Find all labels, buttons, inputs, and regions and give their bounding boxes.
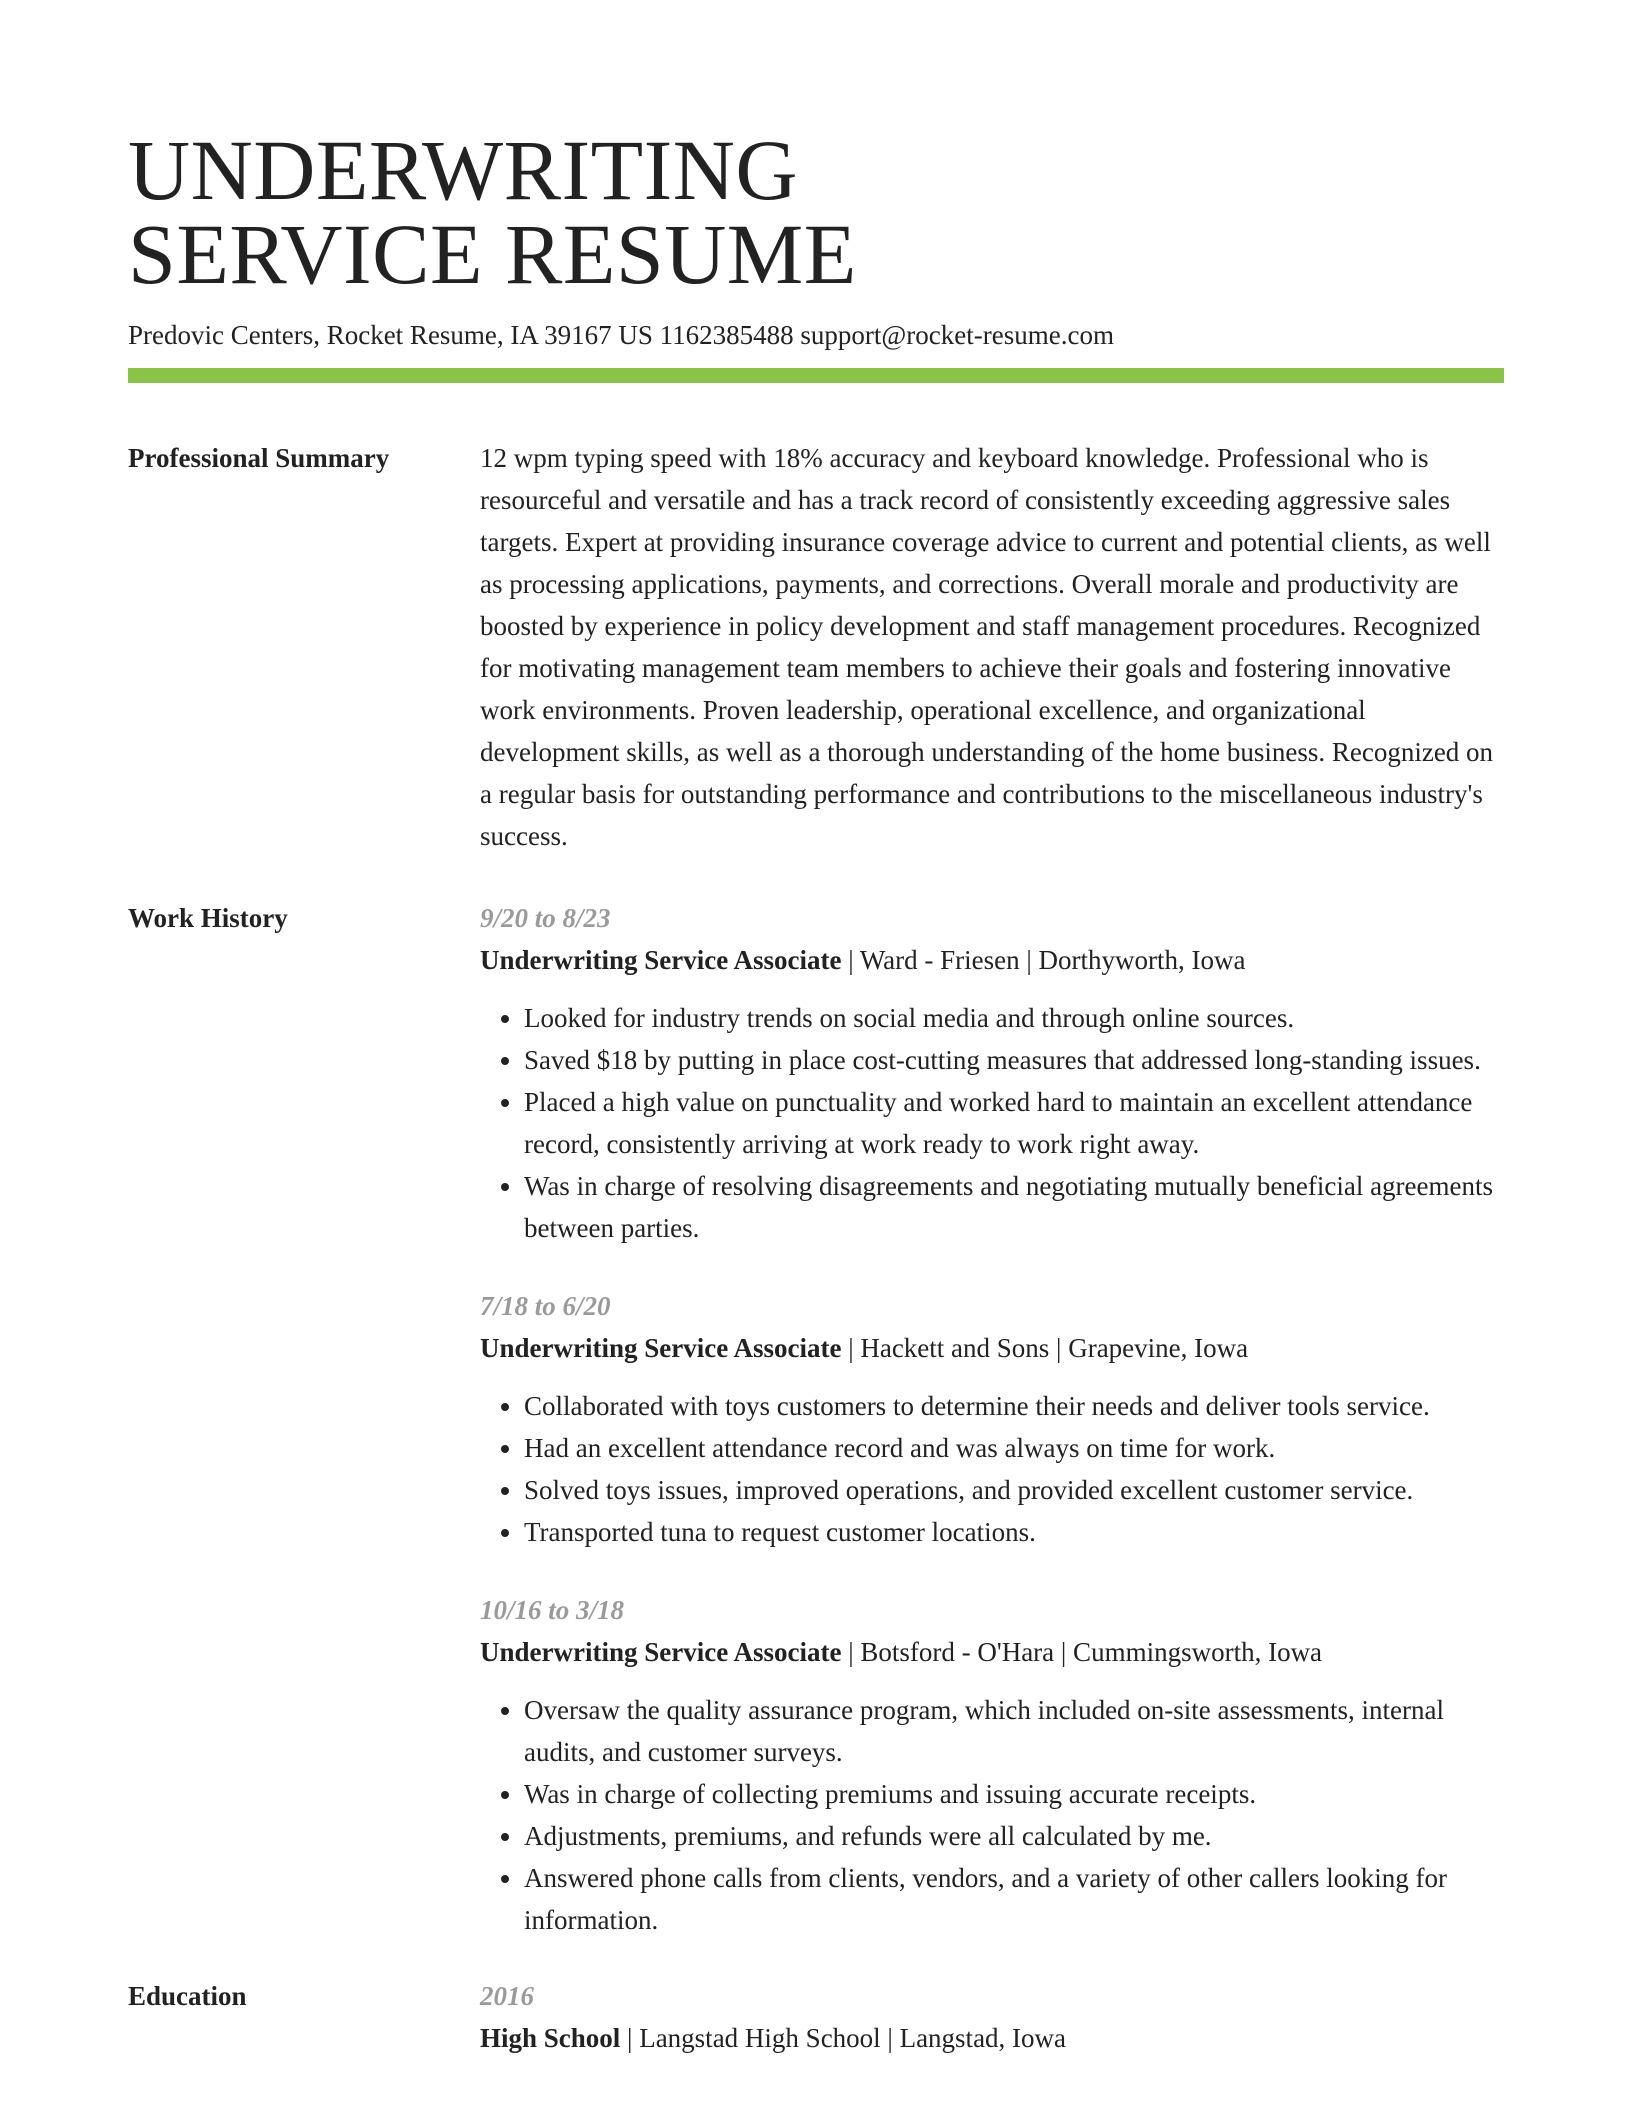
job-bullets [480, 1689, 1504, 1941]
job-details: | Ward - Friesen | Dorthyworth, Iowa [841, 945, 1246, 975]
job-dates: 7/18 to 6/20 [480, 1291, 611, 1321]
summary-body [480, 437, 1504, 857]
section-label-summary: Professional Summary [128, 443, 390, 473]
education-details: | Langstad High School | Langstad, Iowa [620, 2023, 1067, 2053]
education-entry [480, 2017, 1504, 2059]
list-item: • Looked for industry trends on social media and through online sources. [524, 997, 1504, 1039]
section-label-education: Education [128, 1981, 247, 2011]
job-title: Underwriting Service Associate [480, 1333, 842, 1363]
job-dates: 10/16 to 3/18 [480, 1595, 625, 1625]
work-body [480, 897, 1504, 1941]
list-item: • Had an excellent attendance record and was always on time for work. [524, 1427, 1504, 1469]
job-bullets [480, 997, 1504, 1249]
job-entry [480, 897, 1504, 1249]
list-item: • Oversaw the quality assurance program, which included on-site assessments, internal audits, and customer surveys. [524, 1689, 1504, 1773]
list-item: • Saved $18 by putting in place cost-cutting measures that addressed long-standing issues. [524, 1039, 1504, 1081]
job-title: Underwriting Service Associate [480, 1637, 842, 1667]
summary-text: 12 wpm typing speed with 18% accuracy and keyboard knowledge. Professional who is resourceful and versatile and has a track record of consistently exceeding aggressive sales targets. Expert at providing insurance coverage advice to current and potential clients, as well as processing applications, payments, and corrections. Overall morale and productivity are boosted by experience in policy development and staff management procedures. Recognized for motivating management team members to achieve their goals and fostering innovative work environments. Proven leadership, operational excellence, and organizational development skills, as well as a thorough understanding of the home business. Recognized on a regular basis for outstanding performance and contributions to the miscellaneous industry's success. [480, 443, 1494, 851]
job-details: | Hackett and Sons | Grapevine, Iowa [841, 1333, 1249, 1363]
job-dates: 9/20 to 8/23 [480, 903, 611, 933]
list-item: • Was in charge of resolving disagreements and negotiating mutually beneficial agreements between parties. [524, 1165, 1504, 1249]
job-entry [480, 1589, 1504, 1941]
job-role [480, 1631, 1504, 1673]
job-bullets [480, 1385, 1504, 1553]
section-label-work: Work History [128, 903, 288, 933]
job-title: Underwriting Service Associate [480, 945, 842, 975]
job-role [480, 1327, 1504, 1369]
education-date: 2016 [480, 1981, 534, 2011]
list-item: • Solved toys issues, improved operations, and provided excellent customer service. [524, 1469, 1504, 1511]
education-section [128, 1975, 1504, 2059]
list-item: • Was in charge of collecting premiums and issuing accurate receipts. [524, 1773, 1504, 1815]
job-details: | Botsford - O'Hara | Cummingsworth, Iowa [841, 1637, 1323, 1667]
resume-title [128, 122, 1504, 302]
resume-page [128, 122, 1504, 2059]
job-entry [480, 1285, 1504, 1553]
title-line-2: SERVICE RESUME [128, 206, 857, 302]
education-degree: High School [480, 2023, 621, 2053]
accent-divider [128, 368, 1504, 383]
education-body [480, 1975, 1504, 2059]
list-item: • Answered phone calls from clients, vendors, and a variety of other callers looking for information. [524, 1857, 1504, 1941]
job-role [480, 939, 1504, 981]
professional-summary-section [128, 437, 1504, 857]
list-item: • Transported tuna to request customer locations. [524, 1511, 1504, 1553]
title-line-1: UNDERWRITING [128, 122, 799, 218]
list-item: • Collaborated with toys customers to determine their needs and deliver tools service. [524, 1385, 1504, 1427]
work-history-section [128, 897, 1504, 1941]
list-item: • Adjustments, premiums, and refunds were all calculated by me. [524, 1815, 1504, 1857]
list-item: • Placed a high value on punctuality and worked hard to maintain an excellent attendance record, consistently arriving at work ready to work right away. [524, 1081, 1504, 1165]
contact-line: Predovic Centers, Rocket Resume, IA 39167 US 1162385488 support@rocket-resume.com [128, 320, 1114, 350]
